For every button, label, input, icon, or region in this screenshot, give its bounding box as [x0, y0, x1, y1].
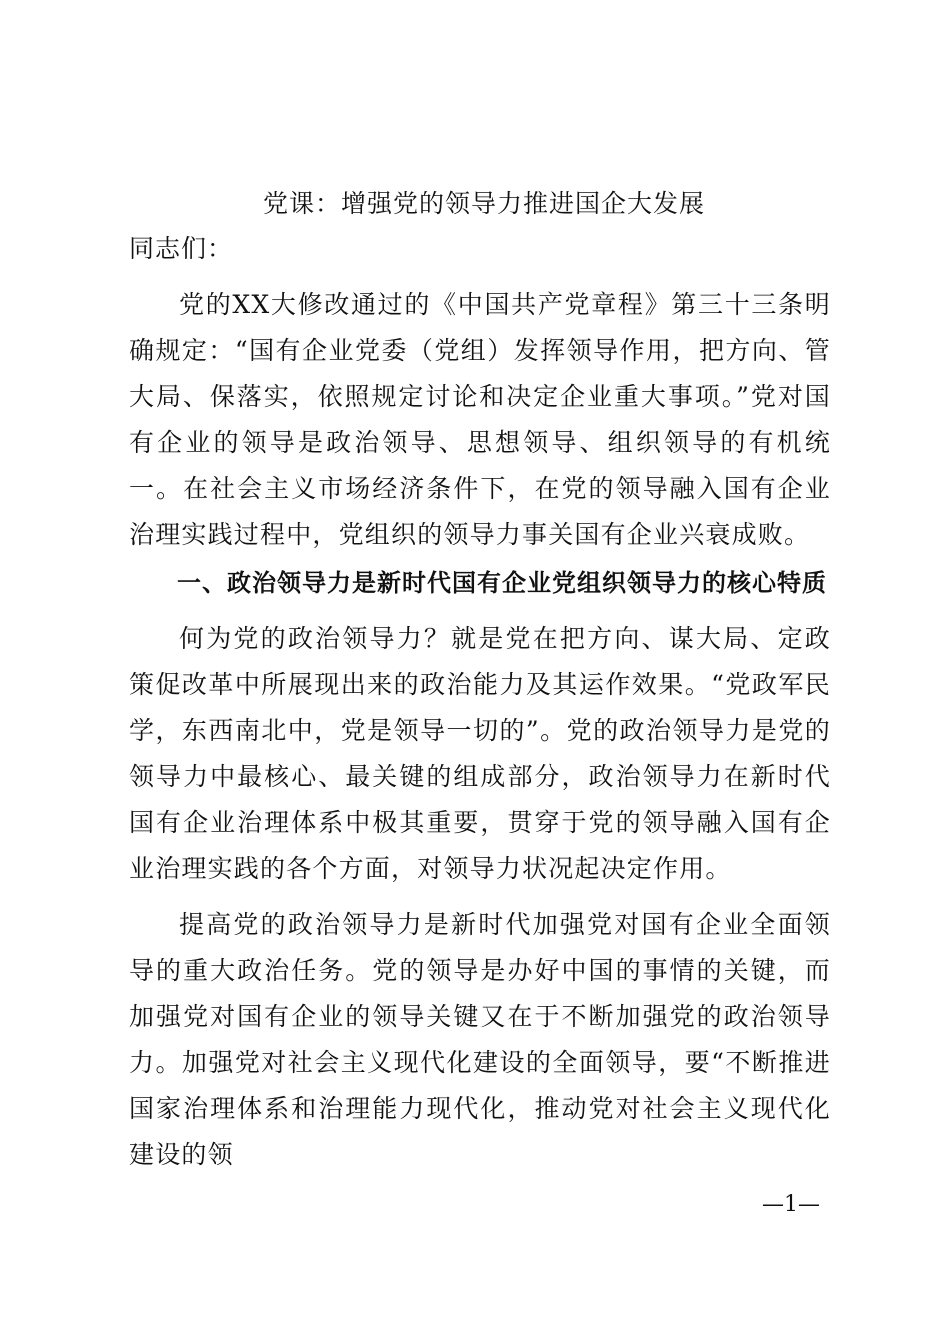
page-number: —1—: [762, 1192, 820, 1217]
intro-paragraph: 党的XX大修改通过的《中国共产党章程》第三十三条明确规定：“国有企业党委（党组）发挥领导作用，把方向、管大局、保落实，依照规定讨论和决定企业重大事项。”党对国有企业的领导是政治领导、思想领导、组织领导的有机统一。在社会主义市场经济条件下，在党的领导融入国有企业治理实践过程中，党组织的领导力事关国有企业兴衰成败。: [129, 290, 831, 549]
section1-paragraph-1: 何为党的政治领导力？就是党在把方向、谋大局、定政策促改革中所展现出来的政治能力及其运作效果。“党政军民学，东西南北中，党是领导一切的”。党的政治领导力是党的领导力中最核心、最关键的组成部分，政治领导力在新时代国有企业治理体系中极其重要，贯穿于党的领导融入国有企业治理实践的各个方面，对领导力状况起决定作用。: [129, 624, 831, 883]
section1-paragraph-2: 提高党的政治领导力是新时代加强党对国有企业全面领导的重大政治任务。党的领导是办好中国的事情的关键，而加强党对国有企业的领导关键又在于不断加强党的政治领导力。加强党对社会主义现代化建设的全面领导，要“不断推进国家治理体系和治理能力现代化，推动党对社会主义现代化建设的领: [129, 910, 831, 1169]
document-body: [129, 182, 831, 1178]
document-title: 党课：增强党的领导力推进国企大发展: [262, 189, 705, 218]
greeting: 同志们：: [129, 234, 234, 263]
section-heading-1: 一、政治领导力是新时代国有企业党组织领导力的核心特质: [177, 569, 827, 597]
